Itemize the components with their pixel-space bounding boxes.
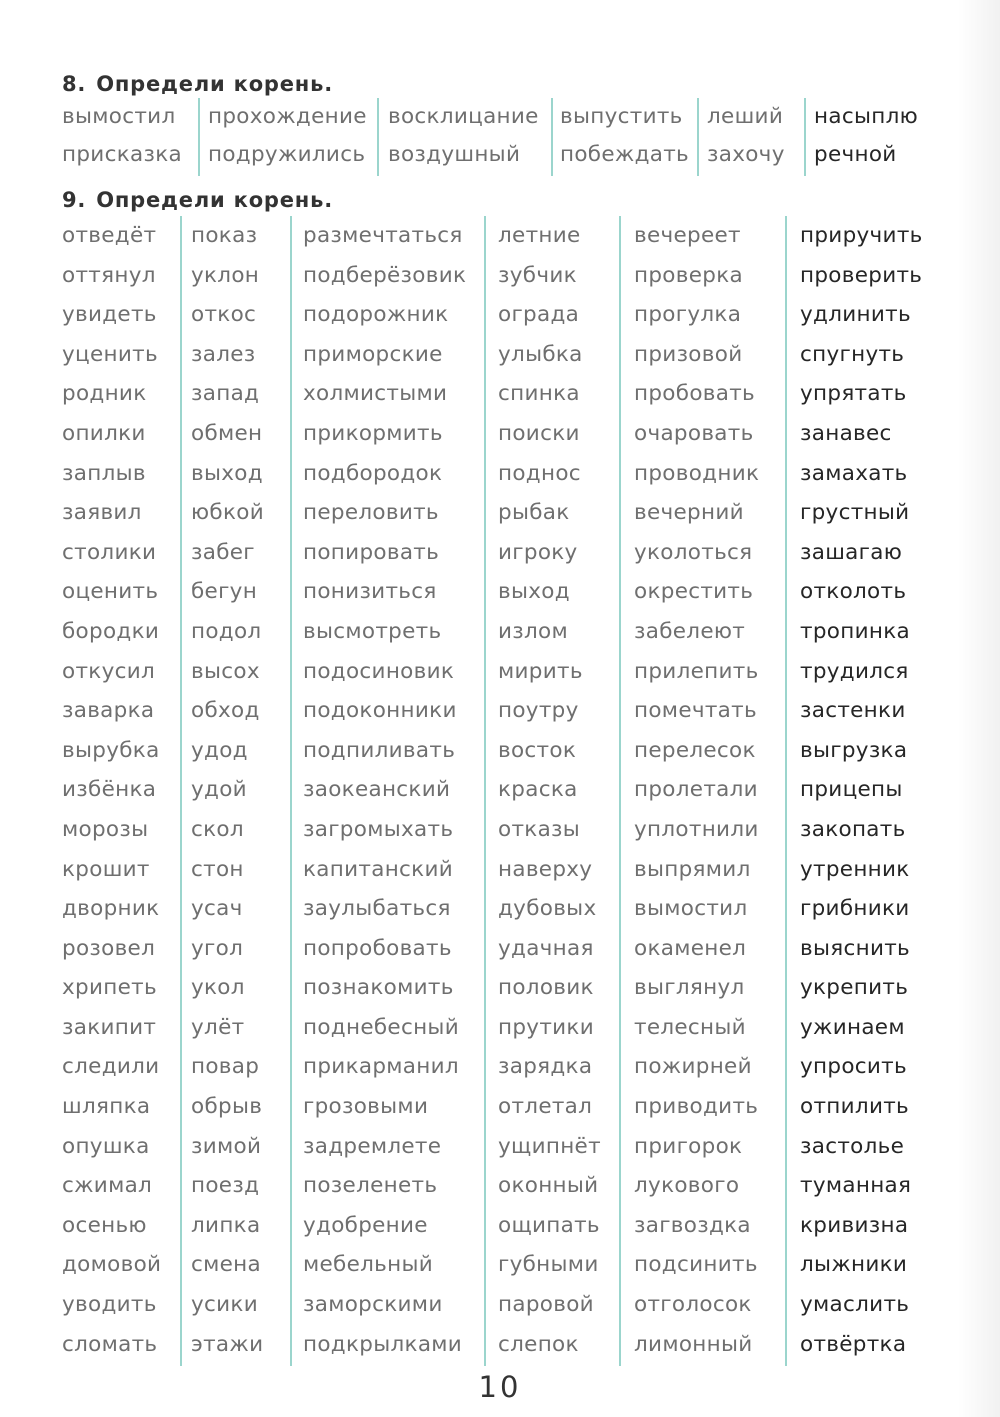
ex9-word: очаровать bbox=[634, 420, 754, 446]
ex9-word: половик bbox=[498, 975, 594, 1001]
ex9-word: игроку bbox=[498, 539, 578, 565]
ex9-word: обход bbox=[191, 698, 260, 724]
ex9-word: проводник bbox=[634, 460, 760, 486]
ex9-word: занавес bbox=[800, 420, 892, 446]
ex8-word: захочу bbox=[707, 142, 785, 167]
ex9-word: подоконники bbox=[303, 698, 457, 724]
ex9-word: удой bbox=[191, 777, 247, 803]
ex9-word: подосиновик bbox=[303, 658, 455, 684]
ex9-word: смена bbox=[191, 1252, 261, 1278]
ex9-word: губными bbox=[498, 1252, 599, 1278]
ex9-word: заулыбаться bbox=[303, 896, 451, 922]
ex9-word: зимой bbox=[191, 1133, 262, 1159]
ex9-word: проверка bbox=[634, 262, 743, 288]
ex9-column-5 bbox=[619, 216, 759, 1366]
ex9-word: уплотнили bbox=[634, 816, 759, 842]
ex9-word: лукового bbox=[634, 1173, 740, 1199]
ex9-column-2 bbox=[180, 216, 264, 1366]
ex8-column-6 bbox=[804, 98, 918, 176]
ex9-word: дубовых bbox=[498, 896, 597, 922]
ex9-word: осенью bbox=[62, 1212, 147, 1238]
ex9-word: паровой bbox=[498, 1292, 594, 1318]
ex9-word: подберёзовик bbox=[303, 262, 467, 288]
ex9-word: домовой bbox=[62, 1252, 162, 1278]
ex9-word: мирить bbox=[498, 658, 583, 684]
ex8-column-5 bbox=[697, 98, 785, 176]
ex8-column-2 bbox=[198, 98, 367, 176]
ex9-word: поезд bbox=[191, 1173, 260, 1199]
ex9-word: скол bbox=[191, 816, 244, 842]
ex9-word: укол bbox=[191, 975, 245, 1001]
ex9-word: загвоздка bbox=[634, 1212, 751, 1238]
ex9-word: заокеанский bbox=[303, 777, 451, 803]
ex9-word: оценить bbox=[62, 579, 159, 605]
ex9-word: приводить bbox=[634, 1094, 759, 1120]
ex9-word: пригорок bbox=[634, 1133, 743, 1159]
ex9-column-3 bbox=[290, 216, 466, 1366]
ex9-word: грибники bbox=[800, 896, 910, 922]
ex9-word: опушка bbox=[62, 1133, 150, 1159]
ex9-word: попировать bbox=[303, 539, 440, 565]
ex8-word: восклицание bbox=[388, 104, 539, 129]
ex9-word: закопать bbox=[800, 816, 906, 842]
ex9-word: пожирней bbox=[634, 1054, 752, 1080]
ex9-word: шляпка bbox=[62, 1094, 151, 1120]
ex9-word: бегун bbox=[191, 579, 258, 605]
ex9-word: сжимал bbox=[62, 1173, 153, 1199]
ex9-word: приморские bbox=[303, 341, 443, 367]
ex9-word: выглянул bbox=[634, 975, 745, 1001]
ex9-word: вырубка bbox=[62, 737, 160, 763]
ex9-word: помечтать bbox=[634, 698, 757, 724]
ex9-word: подбородок bbox=[303, 460, 443, 486]
ex9-word: избёнка bbox=[62, 777, 157, 803]
ex9-word: удобрение bbox=[303, 1212, 428, 1238]
ex8-word: выпустить bbox=[560, 104, 683, 129]
ex9-word: попробовать bbox=[303, 935, 452, 961]
ex9-word: приручить bbox=[800, 223, 923, 248]
ex9-word: тропинка bbox=[800, 618, 910, 644]
ex9-word: ощипать bbox=[498, 1212, 600, 1238]
ex9-word: поиски bbox=[498, 420, 580, 446]
ex9-word: заморскими bbox=[303, 1292, 443, 1318]
ex8-word: речной bbox=[814, 142, 897, 167]
ex9-word: излом bbox=[498, 618, 569, 644]
ex9-word: закипит bbox=[62, 1014, 157, 1040]
ex9-word: восток bbox=[498, 737, 577, 763]
ex9-word: задремлете bbox=[303, 1133, 442, 1159]
ex8-word: прохождение bbox=[208, 104, 367, 129]
ex9-column-4 bbox=[484, 216, 601, 1366]
ex9-word: прутики bbox=[498, 1014, 594, 1040]
ex9-word: уклон bbox=[191, 262, 260, 288]
ex9-word: призовой bbox=[634, 341, 743, 367]
ex9-word: этажи bbox=[191, 1331, 264, 1357]
ex9-word: зарядка bbox=[498, 1054, 593, 1080]
ex9-word: холмистыми bbox=[303, 381, 448, 407]
ex9-word: краска bbox=[498, 777, 578, 803]
ex9-word: зубчик bbox=[498, 262, 577, 288]
ex8-column-3 bbox=[377, 98, 539, 176]
ex9-word: кривизна bbox=[800, 1212, 909, 1238]
ex9-word: укрепить bbox=[800, 975, 909, 1001]
ex9-word: повар bbox=[191, 1054, 260, 1080]
ex9-word: зашагаю bbox=[800, 539, 903, 565]
ex9-word: умаслить bbox=[800, 1292, 910, 1318]
ex9-word: удод bbox=[191, 737, 248, 763]
ex9-word: прицепы bbox=[800, 777, 903, 803]
ex9-word: позеленеть bbox=[303, 1173, 438, 1199]
ex9-word: телесный bbox=[634, 1014, 746, 1040]
exercise-9-heading bbox=[62, 188, 333, 212]
ex9-word: прогулка bbox=[634, 302, 742, 328]
ex9-word: прикарманил bbox=[303, 1054, 459, 1080]
ex9-word: лимонный bbox=[634, 1331, 753, 1357]
ex9-word: отпилить bbox=[800, 1094, 910, 1120]
exercise-8-number: 8. bbox=[62, 72, 87, 96]
ex9-word: поднос bbox=[498, 460, 581, 486]
ex9-word: выпрямил bbox=[634, 856, 751, 882]
ex9-word: увидеть bbox=[62, 302, 157, 328]
ex9-word: переловить bbox=[303, 500, 439, 526]
ex9-word: окаменел bbox=[634, 935, 747, 961]
ex9-word: лыжники bbox=[800, 1252, 908, 1278]
ex9-word: подпиливать bbox=[303, 737, 456, 763]
ex9-word: стон bbox=[191, 856, 244, 882]
ex9-word: вечерний bbox=[634, 500, 744, 526]
ex9-word: застолье bbox=[800, 1133, 905, 1159]
ex9-word: выяснить bbox=[800, 935, 911, 961]
ex9-word: отказы bbox=[498, 816, 581, 842]
ex9-word: ограда bbox=[498, 302, 580, 328]
ex9-word: ущипнёт bbox=[498, 1133, 601, 1159]
ex9-word: крошит bbox=[62, 856, 150, 882]
ex9-word: застенки bbox=[800, 698, 906, 724]
ex9-word: рыбак bbox=[498, 500, 570, 526]
ex9-word: угол bbox=[191, 935, 244, 961]
ex9-word: дворник bbox=[62, 896, 160, 922]
ex9-word: перелесок bbox=[634, 737, 756, 763]
ex9-word: спинка bbox=[498, 381, 580, 407]
ex9-word: окрестить bbox=[634, 579, 754, 605]
ex9-word: размечтаться bbox=[303, 223, 463, 248]
ex9-word: забег bbox=[191, 539, 255, 565]
ex9-word: пробовать bbox=[634, 381, 756, 407]
ex9-word: залез bbox=[191, 341, 256, 367]
ex9-column-1 bbox=[62, 216, 161, 1366]
ex9-word: вымостил bbox=[634, 896, 748, 922]
ex9-word: упросить bbox=[800, 1054, 907, 1080]
ex9-word: проверить bbox=[800, 262, 923, 288]
exercise-8-heading bbox=[62, 72, 333, 96]
ex9-word: грозовыми bbox=[303, 1094, 429, 1120]
ex9-word: высох bbox=[191, 658, 260, 684]
ex9-word: выход bbox=[498, 579, 570, 605]
ex9-word: столики bbox=[62, 539, 157, 565]
ex9-word: уценить bbox=[62, 341, 158, 367]
ex9-word: отвёртка bbox=[800, 1331, 907, 1357]
ex9-word: слепок bbox=[498, 1331, 579, 1357]
ex9-word: уводить bbox=[62, 1292, 157, 1318]
ex9-word: хрипеть bbox=[62, 975, 157, 1001]
ex9-word: пролетали bbox=[634, 777, 758, 803]
ex9-word: уколоться bbox=[634, 539, 753, 565]
ex9-word: оконный bbox=[498, 1173, 599, 1199]
ex9-word: откусил bbox=[62, 658, 156, 684]
ex9-word: откос bbox=[191, 302, 257, 328]
ex8-word: побеждать bbox=[560, 142, 690, 167]
ex8-column-1 bbox=[62, 98, 182, 178]
ex9-word: подкрылками bbox=[303, 1331, 463, 1357]
ex9-word: отголосок bbox=[634, 1292, 752, 1318]
ex9-word: упрятать bbox=[800, 381, 907, 407]
ex9-word: грустный bbox=[800, 500, 910, 526]
ex9-word: капитанский bbox=[303, 856, 453, 882]
ex9-word: высмотреть bbox=[303, 618, 442, 644]
ex9-word: заварка bbox=[62, 698, 155, 724]
ex9-word: подсинить bbox=[634, 1252, 758, 1278]
ex9-word: сломать bbox=[62, 1331, 158, 1357]
ex8-word: леший bbox=[707, 104, 784, 129]
ex8-column-4 bbox=[551, 98, 689, 176]
exercise-9-title: Определи корень. bbox=[96, 188, 333, 212]
ex9-word: спугнуть bbox=[800, 341, 905, 367]
ex9-word: бородки bbox=[62, 618, 160, 644]
ex8-word: вымостил bbox=[62, 104, 176, 129]
ex9-word: улыбка bbox=[498, 341, 583, 367]
ex9-word: мебельный bbox=[303, 1252, 434, 1278]
ex9-word: розовел bbox=[62, 935, 156, 961]
ex9-word: отколоть bbox=[800, 579, 907, 605]
ex9-word: обрыв bbox=[191, 1094, 263, 1120]
ex9-word: загромыхать bbox=[303, 816, 454, 842]
ex9-word: оттянул bbox=[62, 262, 156, 288]
ex9-word: прилепить bbox=[634, 658, 759, 684]
ex9-word: морозы bbox=[62, 816, 149, 842]
ex9-word: усач bbox=[191, 896, 243, 922]
exercise-8-title: Определи корень. bbox=[96, 72, 333, 96]
ex9-word: выгрузка bbox=[800, 737, 908, 763]
ex9-word: удлинить bbox=[800, 302, 911, 328]
ex9-word: прикормить bbox=[303, 420, 443, 446]
ex9-word: выход bbox=[191, 460, 263, 486]
ex9-word: следили bbox=[62, 1054, 160, 1080]
ex9-word: трудился bbox=[800, 658, 909, 684]
ex8-word: насыплю bbox=[814, 104, 919, 129]
ex8-word: подружились bbox=[208, 142, 366, 167]
ex9-word: удачная bbox=[498, 935, 594, 961]
ex9-word: поутру bbox=[498, 698, 579, 724]
ex9-word: познакомить bbox=[303, 975, 454, 1001]
ex9-word: показ bbox=[191, 223, 258, 248]
ex9-word: вечереет bbox=[634, 223, 741, 248]
page-number: 10 bbox=[478, 1370, 522, 1404]
ex9-word: поднебесный bbox=[303, 1014, 459, 1040]
ex9-word: подол bbox=[191, 618, 262, 644]
ex9-word: туманная bbox=[800, 1173, 912, 1199]
ex9-word: заплыв bbox=[62, 460, 146, 486]
ex9-word: наверху bbox=[498, 856, 593, 882]
ex9-word: отлетал bbox=[498, 1094, 593, 1120]
ex9-word: отведёт bbox=[62, 223, 157, 248]
ex9-word: усики bbox=[191, 1292, 258, 1318]
ex9-word: понизиться bbox=[303, 579, 437, 605]
ex9-word: утренник bbox=[800, 856, 910, 882]
ex9-word: заявил bbox=[62, 500, 142, 526]
ex8-word: воздушный bbox=[388, 142, 521, 167]
exercise-9-grid bbox=[0, 216, 1000, 1366]
ex9-column-6 bbox=[785, 216, 923, 1366]
exercise-9-number: 9. bbox=[62, 188, 87, 212]
ex9-word: запад bbox=[191, 381, 260, 407]
ex9-word: родник bbox=[62, 381, 147, 407]
exercise-8-grid bbox=[0, 98, 1000, 178]
ex9-word: забелеют bbox=[634, 618, 746, 644]
ex9-word: обмен bbox=[191, 420, 263, 446]
ex9-word: замахать bbox=[800, 460, 908, 486]
ex9-word: юбкой bbox=[191, 500, 264, 526]
ex9-word: летние bbox=[498, 223, 581, 248]
ex9-word: опилки bbox=[62, 420, 146, 446]
ex8-word: присказка bbox=[62, 142, 182, 167]
ex9-word: улёт bbox=[191, 1014, 245, 1040]
ex9-word: подорожник bbox=[303, 302, 449, 328]
ex9-word: ужинаем bbox=[800, 1014, 905, 1040]
ex9-word: липка bbox=[191, 1212, 261, 1238]
